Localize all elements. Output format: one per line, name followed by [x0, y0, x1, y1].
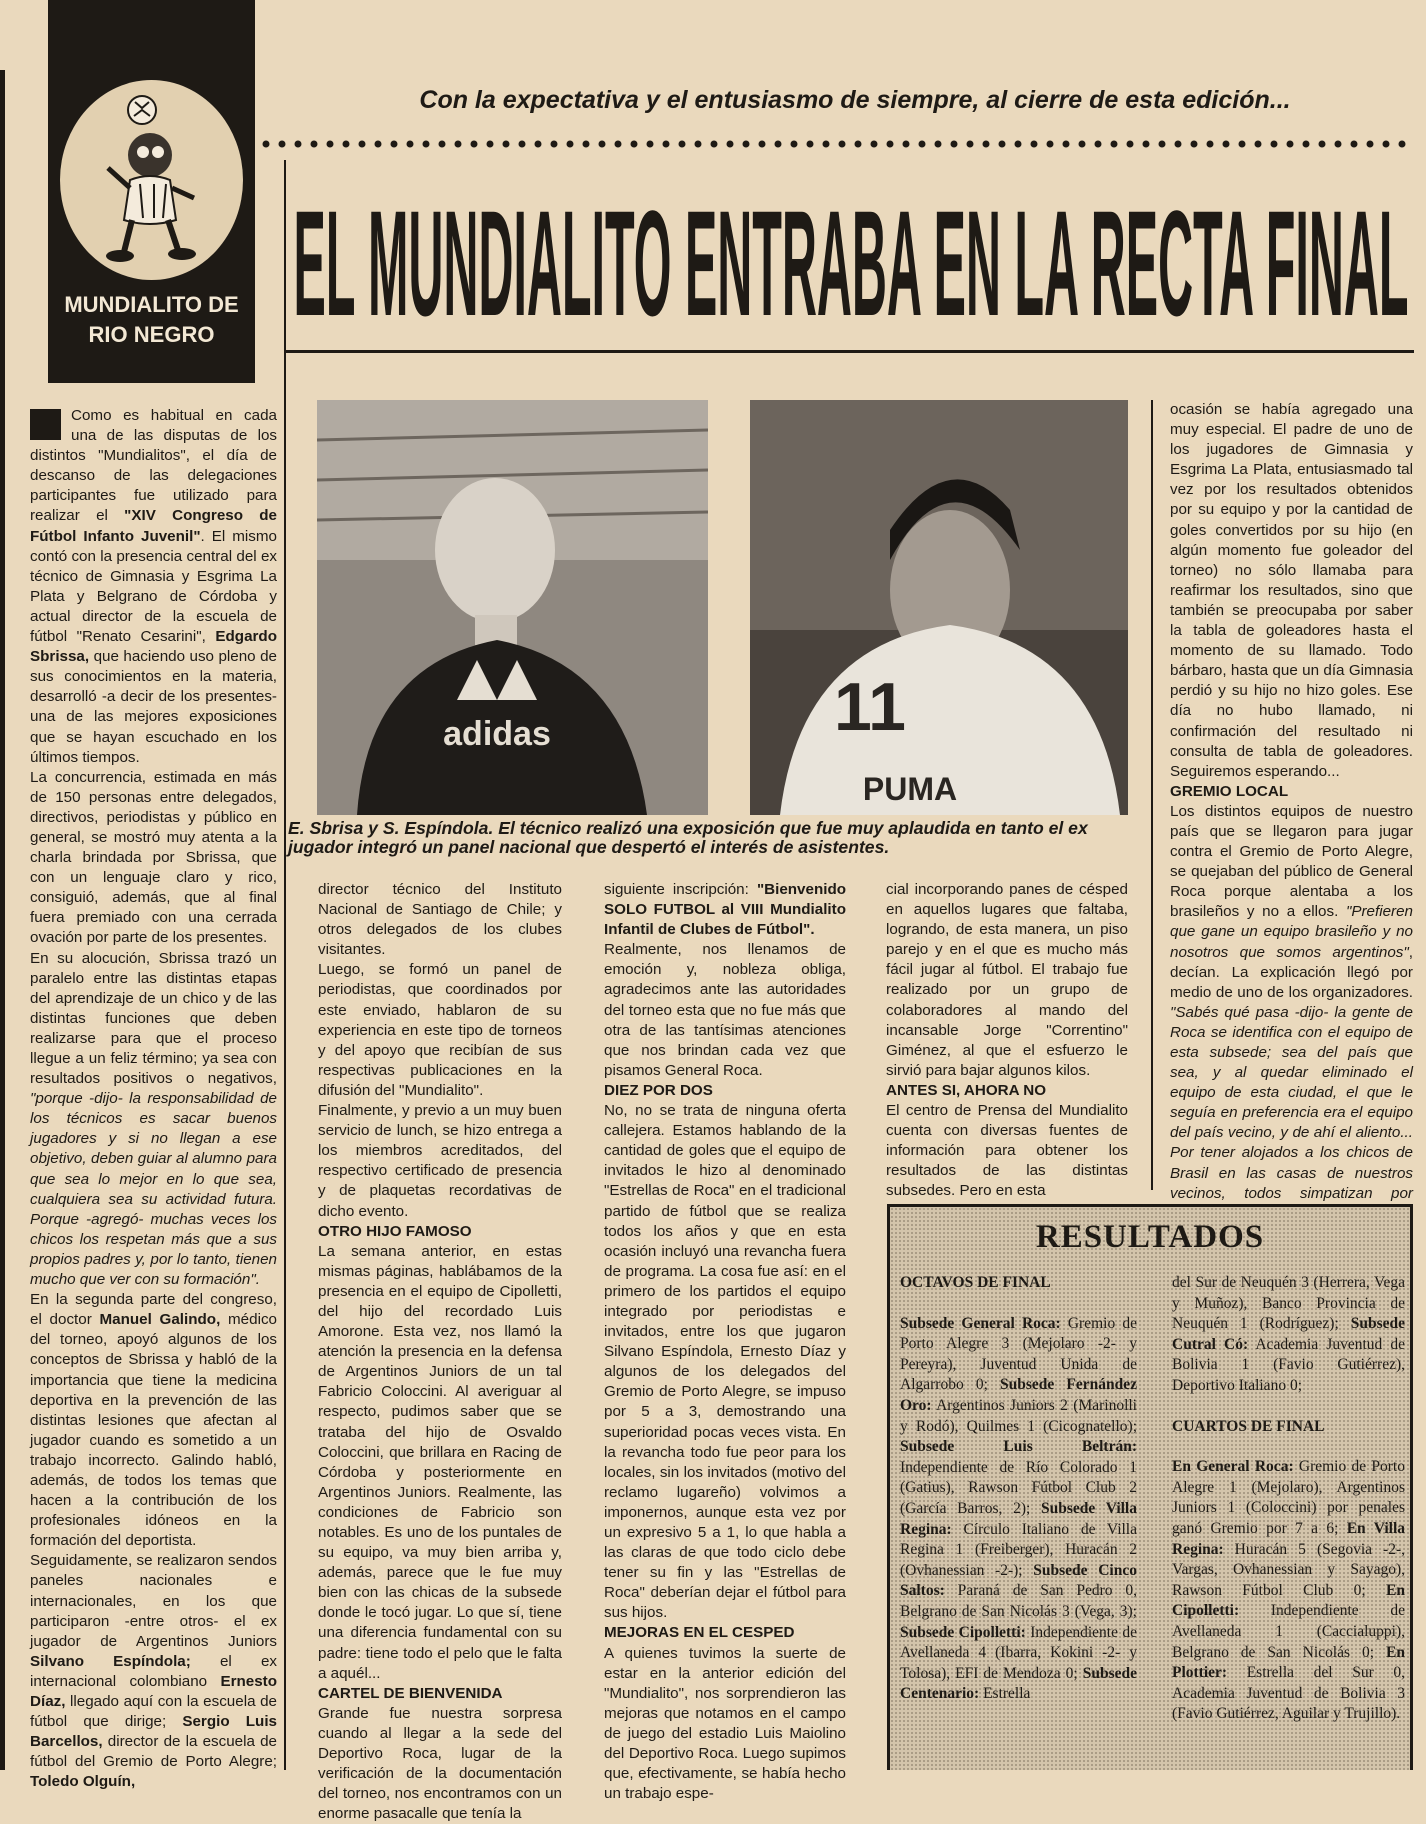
results-score: Círculo Italiano de Villa Regina 1 (Freiberger), Huracán 2 (Ovhanessian -2-); [900, 1520, 1137, 1579]
paragraph: cial incorporando panes de césped en aquellos lugares que faltaba, logrando, de esta manera, un piso parejo y en el que es mucho más fácil jugar al fútbol. El trabajo fue realizado por un grupo de colaboradores al mando del incansable Jorge "Correntino" Giménez, al que el esfuerzo le sirvió para bajar algunos kilos. [886, 881, 1128, 1079]
paragraph: La concurrencia, estimada en más de 150 personas entre delegados, directivos, periodistas y público en general, se mostró muy atenta a la charla brindada por Sbrissa, que con un lenguaje claro y rico, consiguió, además, que al final fuera premiado con una cerrada ovación por parte de los presentes. [30, 768, 277, 947]
paragraph [30, 949, 277, 1291]
results-score: Huracán 5 (Segovia -2-, Vargas, Ovhanessian y Sayago), Rawson Fútbol Club 0; [1172, 1540, 1405, 1599]
paragraph: Grande fue nuestra sorpresa cuando al llegar a la sede del Deportivo Roca, lugar de la verificación de la documentación del torneo, nos encontramos con un enorme pasacalle que tenía la [318, 1704, 562, 1823]
headline [290, 165, 1412, 340]
text: En la segunda parte del congreso, el doctor [30, 1291, 277, 1329]
paragraph [30, 1551, 277, 1792]
photo-caption: E. Sbrisa y S. Espíndola. El técnico realizó una exposición que fue muy aplaudida en tanto el ex jugador integró un panel nacional que despertó el interés de asistentes. [288, 818, 1088, 857]
text: el ex internacional colombiano [30, 1652, 277, 1690]
text: , decían. La explicación llegó por medio de uno de los organizadores. [1170, 943, 1413, 1001]
jersey-number: 11 [834, 669, 906, 745]
person-name: Toledo Olguín, [30, 1773, 136, 1791]
results-score: Independiente de Avellaneda 1 (Caccialuppi), Belgrano de San Nicolás 0; [1172, 1602, 1405, 1661]
article-column-5 [1170, 400, 1413, 1224]
quote: "Sabés qué pasa -dijo- la gente de Roca se identifica con el equipo de esta subsede; sea del país que sea, y al quedar eliminado el equipo de esta ciudad, el que le seguía en preferencia era el equipo del país vecino, y de ahí el aliento... Por tener alojados a los chicos de Brasil en las casas de nuestros vecinos, todos simpatizan por [1170, 1003, 1413, 1202]
quote: "Prefieren que gane un equipo brasileño y no nosotros que somos argentinos" [1170, 903, 1413, 961]
results-text [1172, 1273, 1405, 1397]
results-score: Independiente de Avellaneda 4 (Ibarra, Kokini -2- y Tolosa), EFI de Mendoza 0; [900, 1623, 1137, 1682]
paragraph: A quienes tuvimos la suerte de estar en la anterior edición del "Mundialito", nos sorprendieron las mejoras que notamos en el campo de juego del estadio Luis Maiolino del Deportivo Roca. Luego supimos que, efectivamente, se había hecho un trabajo espe- [604, 1644, 846, 1803]
lead-square-marker [30, 409, 61, 440]
text: Como es habitual en cada una de las disputas de los distintos "Mundialitos", el día de descanso de las delegaciones participantes fue utilizado para realizar el [30, 407, 277, 525]
margin-rule [0, 70, 5, 1770]
paragraph: El centro de Prensa del Mundialito cuenta con diversas fuentes de información para obtener los resultados de las distintas subsedes. Pero en esta [886, 1102, 1128, 1200]
paragraph: Finalmente, y previo a un muy buen servicio de lunch, se hizo entrega a los miembros acreditados, del respectivo certificado de presencia y de plaquetas recordativas de dicho evento. [318, 1102, 562, 1220]
results-venue: Subsede Cutral Có: [1172, 1315, 1405, 1353]
results-venue: Subsede Luis Beltrán: [900, 1438, 1137, 1456]
subheading: DIEZ POR DOS [604, 1081, 713, 1099]
subheading: ANTES SI, AHORA NO [886, 1081, 1047, 1099]
section-logo-title [48, 290, 255, 350]
subheading: GREMIO LOCAL [1170, 782, 1289, 800]
results-venue: Subsede Centenario: [900, 1664, 1137, 1703]
results-heading: OCTAVOS DE FINAL [900, 1274, 1051, 1291]
person-name: Silvano Espíndola; [30, 1652, 191, 1670]
results-score: Gremio de Porto Alegre 1 (Mejolaro), Argentinos Juniors 1 (Coloccini) por penales ganó Gremio por 7 a 6; [1172, 1458, 1405, 1537]
text: En su alocución, Sbrissa trazó un paralelo entre las distintas etapas del aprendizaje de un chico y de las distintas funciones que deben realizarse para que el proceso llegue a un feliz término; ya sea con resultados positivos o negativos, [30, 949, 277, 1088]
results-score: Independiente de Río Colorado 1 (Gatius), Rawson Fútbol Club 2 (García Barros, 2); [900, 1458, 1137, 1517]
results-text [900, 1314, 1137, 1705]
text: llegado aquí con la escuela de fútbol que dirige; [30, 1693, 277, 1731]
results-title: RESULTADOS [1035, 1219, 1265, 1255]
results-venue: En Villa Regina: [1172, 1519, 1405, 1558]
person-name: Ernesto Díaz, [30, 1672, 277, 1710]
results-venue: En General Roca: [1172, 1458, 1294, 1476]
article-column-1 [30, 406, 277, 1792]
banner-inscription: "Bienvenido SOLO FUTBOL al VIII Mundialito Infantil de Clubes de Fútbol". [604, 881, 846, 939]
column-rule [284, 160, 286, 1770]
paragraph: La semana anterior, en estas mismas páginas, hablábamos de la presencia en el equipo de Cipolletti, del hijo del recordado Luis Amorone. Esta vez, nos llamó la atención la presencia en la defensa de Argentinos Juniors de un tal Fabricio Coloccini. Al averiguar al respecto, pudimos saber que se trataba del hijo de Osvaldo Coloccini, que brillara en Racing de Córdoba y posteriormente en Argentinos Juniors. Realmente, las condiciones de Fabricio son notables. Es uno de los puntales de su equipo, va muy bien arriba y, además, parece que le fue muy bien con las chicas de la subsede donde le tocó jugar. Lo que sí, tiene una diferencia fundamental con su padre: tiene todo el pelo que le falta a aquél... [318, 1242, 562, 1682]
results-venue: Subsede Cipolletti: [900, 1623, 1026, 1641]
results-score: Argentinos Juniors 2 (Marinolli y Rodó), Quilmes 1 (Cicognatello); [900, 1396, 1137, 1435]
text: . El mismo contó con la presencia central del ex técnico de Gimnasia y Esgrima La Plata y Belgrano de Córdoba y actual director de la escuela de fútbol "Renato Cesarini", [30, 527, 277, 646]
subheading: OTRO HIJO FAMOSO [318, 1222, 472, 1240]
headline-rule [284, 350, 1414, 353]
results-octavos [900, 1273, 1137, 1705]
results-score: del Sur de Neuquén 3 (Herrera, Vega y Muñoz), Banco Provincia de Neuquén 1 (Rodríguez); [1172, 1274, 1405, 1333]
mascot-illustration [60, 80, 243, 280]
text: Seguidamente, se realizaron sendos paneles nacionales e internacionales, en los que participaron -entre otros- el ex jugador de Argentinos Juniors [30, 1552, 277, 1650]
results-venue: Subsede Villa Regina: [900, 1499, 1137, 1538]
article-column-2 [318, 880, 562, 1824]
results-cuartos [1172, 1273, 1405, 1725]
results-score: Gremio de Porto Alegre 3 (Mejolaro -2- y Pereyra), Juventud Unida de Algarrobo 0; [900, 1314, 1137, 1394]
person-name: Edgardo Sbrissa, [30, 628, 277, 666]
subheading: CARTEL DE BIENVENIDA [318, 1684, 503, 1702]
article-column-4 [886, 880, 1128, 1202]
results-score: Academia Juventud de Bolivia 1 (Favio Gutiérrez), Deportivo Italiano 0; [1172, 1335, 1405, 1394]
shirt-brand-text: adidas [443, 715, 551, 753]
subheading: MEJORAS EN EL CESPED [604, 1624, 795, 1642]
headline-text: EL MUNDIALITO ENTRABA EN LA RECTA FINAL [293, 179, 1409, 340]
logo-line-1: MUNDIALITO DE [64, 292, 239, 317]
paragraph: Luego, se formó un panel de periodistas, que coordinados por este enviado, hablaron de su experiencia en este tipo de torneos y del apoyo que recibían de sus respectivas publicaciones en la difusión del "Mundialito". [318, 961, 562, 1099]
results-venue: Subsede Cinco Saltos: [900, 1561, 1137, 1600]
text: que haciendo uso pleno de sus conocimientos en la materia, desarrolló -a decir de los presentes- una de las mejores exposiciones que se hayan escuchado en los últimos tiempos. [30, 648, 277, 766]
dotted-rule [262, 139, 1412, 149]
results-venue: Subsede Fernández Oro: [900, 1376, 1137, 1414]
paragraph [1170, 802, 1413, 1224]
person-name: Manuel Galindo, [99, 1311, 221, 1329]
text: siguiente inscripción: [604, 881, 757, 898]
results-text [1172, 1457, 1405, 1725]
results-heading: CUARTOS DE FINAL [1172, 1417, 1325, 1435]
results-venue: En Cipolletti: [1172, 1581, 1405, 1620]
paragraph: No, no se trata de ninguna oferta callejera. Estamos hablando de la cantidad de goles que el equipo de invitados le hizo al denominado "Estrellas de Roca" en el tradicional partido de fútbol que se realiza todos los años y que en esta ocasión incluyó una revancha fuera de programa. La cosa fue así: en el primero de los partidos el equipo integrado por periodistas e invitados, entre los que jugaron Silvano Espíndola, Ernesto Díaz y algunos de los delegados del Gremio de Porto Alegre, se impuso por 5 a 3, demostrando una superioridad pocas veces vista. En la revancha todo fue peor para los locales, sin los invitados (motivo del reclamo lugareño) volvimos a imponernos, aunque esta vez por un expresivo 5 a 1, lo que habla a las claras de que todo ciclo debe tener su fin y las "Estrellas de Roca" deberían dejar el fútbol para sus hijos. [604, 1102, 846, 1622]
results-venue: En Plottier: [1172, 1643, 1405, 1682]
column-rule [1151, 400, 1153, 1190]
text: director de la escuela de fútbol del Gremio de Porto Alegre; [30, 1733, 277, 1771]
paragraph [604, 880, 846, 940]
congress-name: "XIV Congreso de Fútbol Infanto Juvenil" [30, 507, 277, 545]
lead-paragraph [30, 406, 277, 768]
paragraph: ocasión se había agregado una muy especial. El padre de uno de los jugadores de Gimnasia y Esgrima La Plata, entusiasmado tal vez por los resultados obtenidos por su equipo y por la cantidad de goles convertidos por su hijo (en algún momento fue goleador del torneo) no sólo llamaba para reafirmar los resultados, sino que también se preocupaba por saber la tabla de goleadores hasta el momento de su llamado. Todo bárbaro, hasta que un día Gimnasia perdió y su hijo no hizo goles. Ese día no hubo llamado, ni confirmación del resultado ni consulta de tabla de goleadores. Seguiremos esperando... [1170, 401, 1413, 780]
paragraph: director técnico del Instituto Nacional de Santiago de Chile; y otros delegados de los clubes visitantes. [318, 881, 562, 959]
article-column-3 [604, 880, 846, 1804]
results-score: Estrella del Sur 0, Academia Juventud de Bolivia 3 (Favio Gutiérrez, Aguilar y Trujillo). [1172, 1664, 1405, 1723]
paragraph [30, 1290, 277, 1551]
jersey-sponsor: PUMA [862, 771, 958, 807]
quote: "porque -dijo- la responsabilidad de los técnicos es sacar buenos jugadores y si no llegan a ese objetivo, deben guiar al alumno para que sea lo mejor en lo que sea, cualquiera sea su actividad futura. Porque -agregó- muchas veces los chicos los respetan más que a sus propios padres y, por lo tanto, tienen mucho que ver con su formación". [30, 1090, 277, 1289]
paragraph: Realmente, nos llenamos de emoción y, nobleza obliga, agradecimos ante las autoridades del torneo esta que no fue más que otra de las tantísimas atenciones que nos brindan cada vez que pisamos General Roca. [604, 941, 846, 1079]
photo-sbrisa [317, 400, 708, 815]
text: médico del torneo, apoyó algunos de los conceptos de Sbrissa y habló de la importancia que tiene la medicina deportiva en la prevención de las distintas lesiones que afectan al jugador cuando es sometido a un trabajo incorrecto. Galindo habló, además, de todos los temas que hacen a la contribución de los profesionales idóneos en la formación del deportista. [30, 1311, 277, 1550]
results-score: Estrella [979, 1685, 1031, 1703]
results-venue: Subsede General Roca: [900, 1314, 1061, 1332]
text: Los distintos equipos de nuestro país que se llegaron para jugar contra el Gremio de Porto Alegre, se quejaban del público de General Roca porque alentaba a los brasileños y no a ellos. [1170, 802, 1413, 921]
photo-espindola [750, 400, 1128, 815]
kicker: Con la expectativa y el entusiasmo de siempre, al cierre de esta edición... [419, 86, 1291, 114]
logo-line-2: RIO NEGRO [88, 322, 215, 347]
results-score: Paraná de San Pedro 0, Belgrano de San Nicolás 3 (Vega, 3); [900, 1582, 1137, 1620]
person-name: Sergio Luis Barcellos, [30, 1713, 277, 1751]
